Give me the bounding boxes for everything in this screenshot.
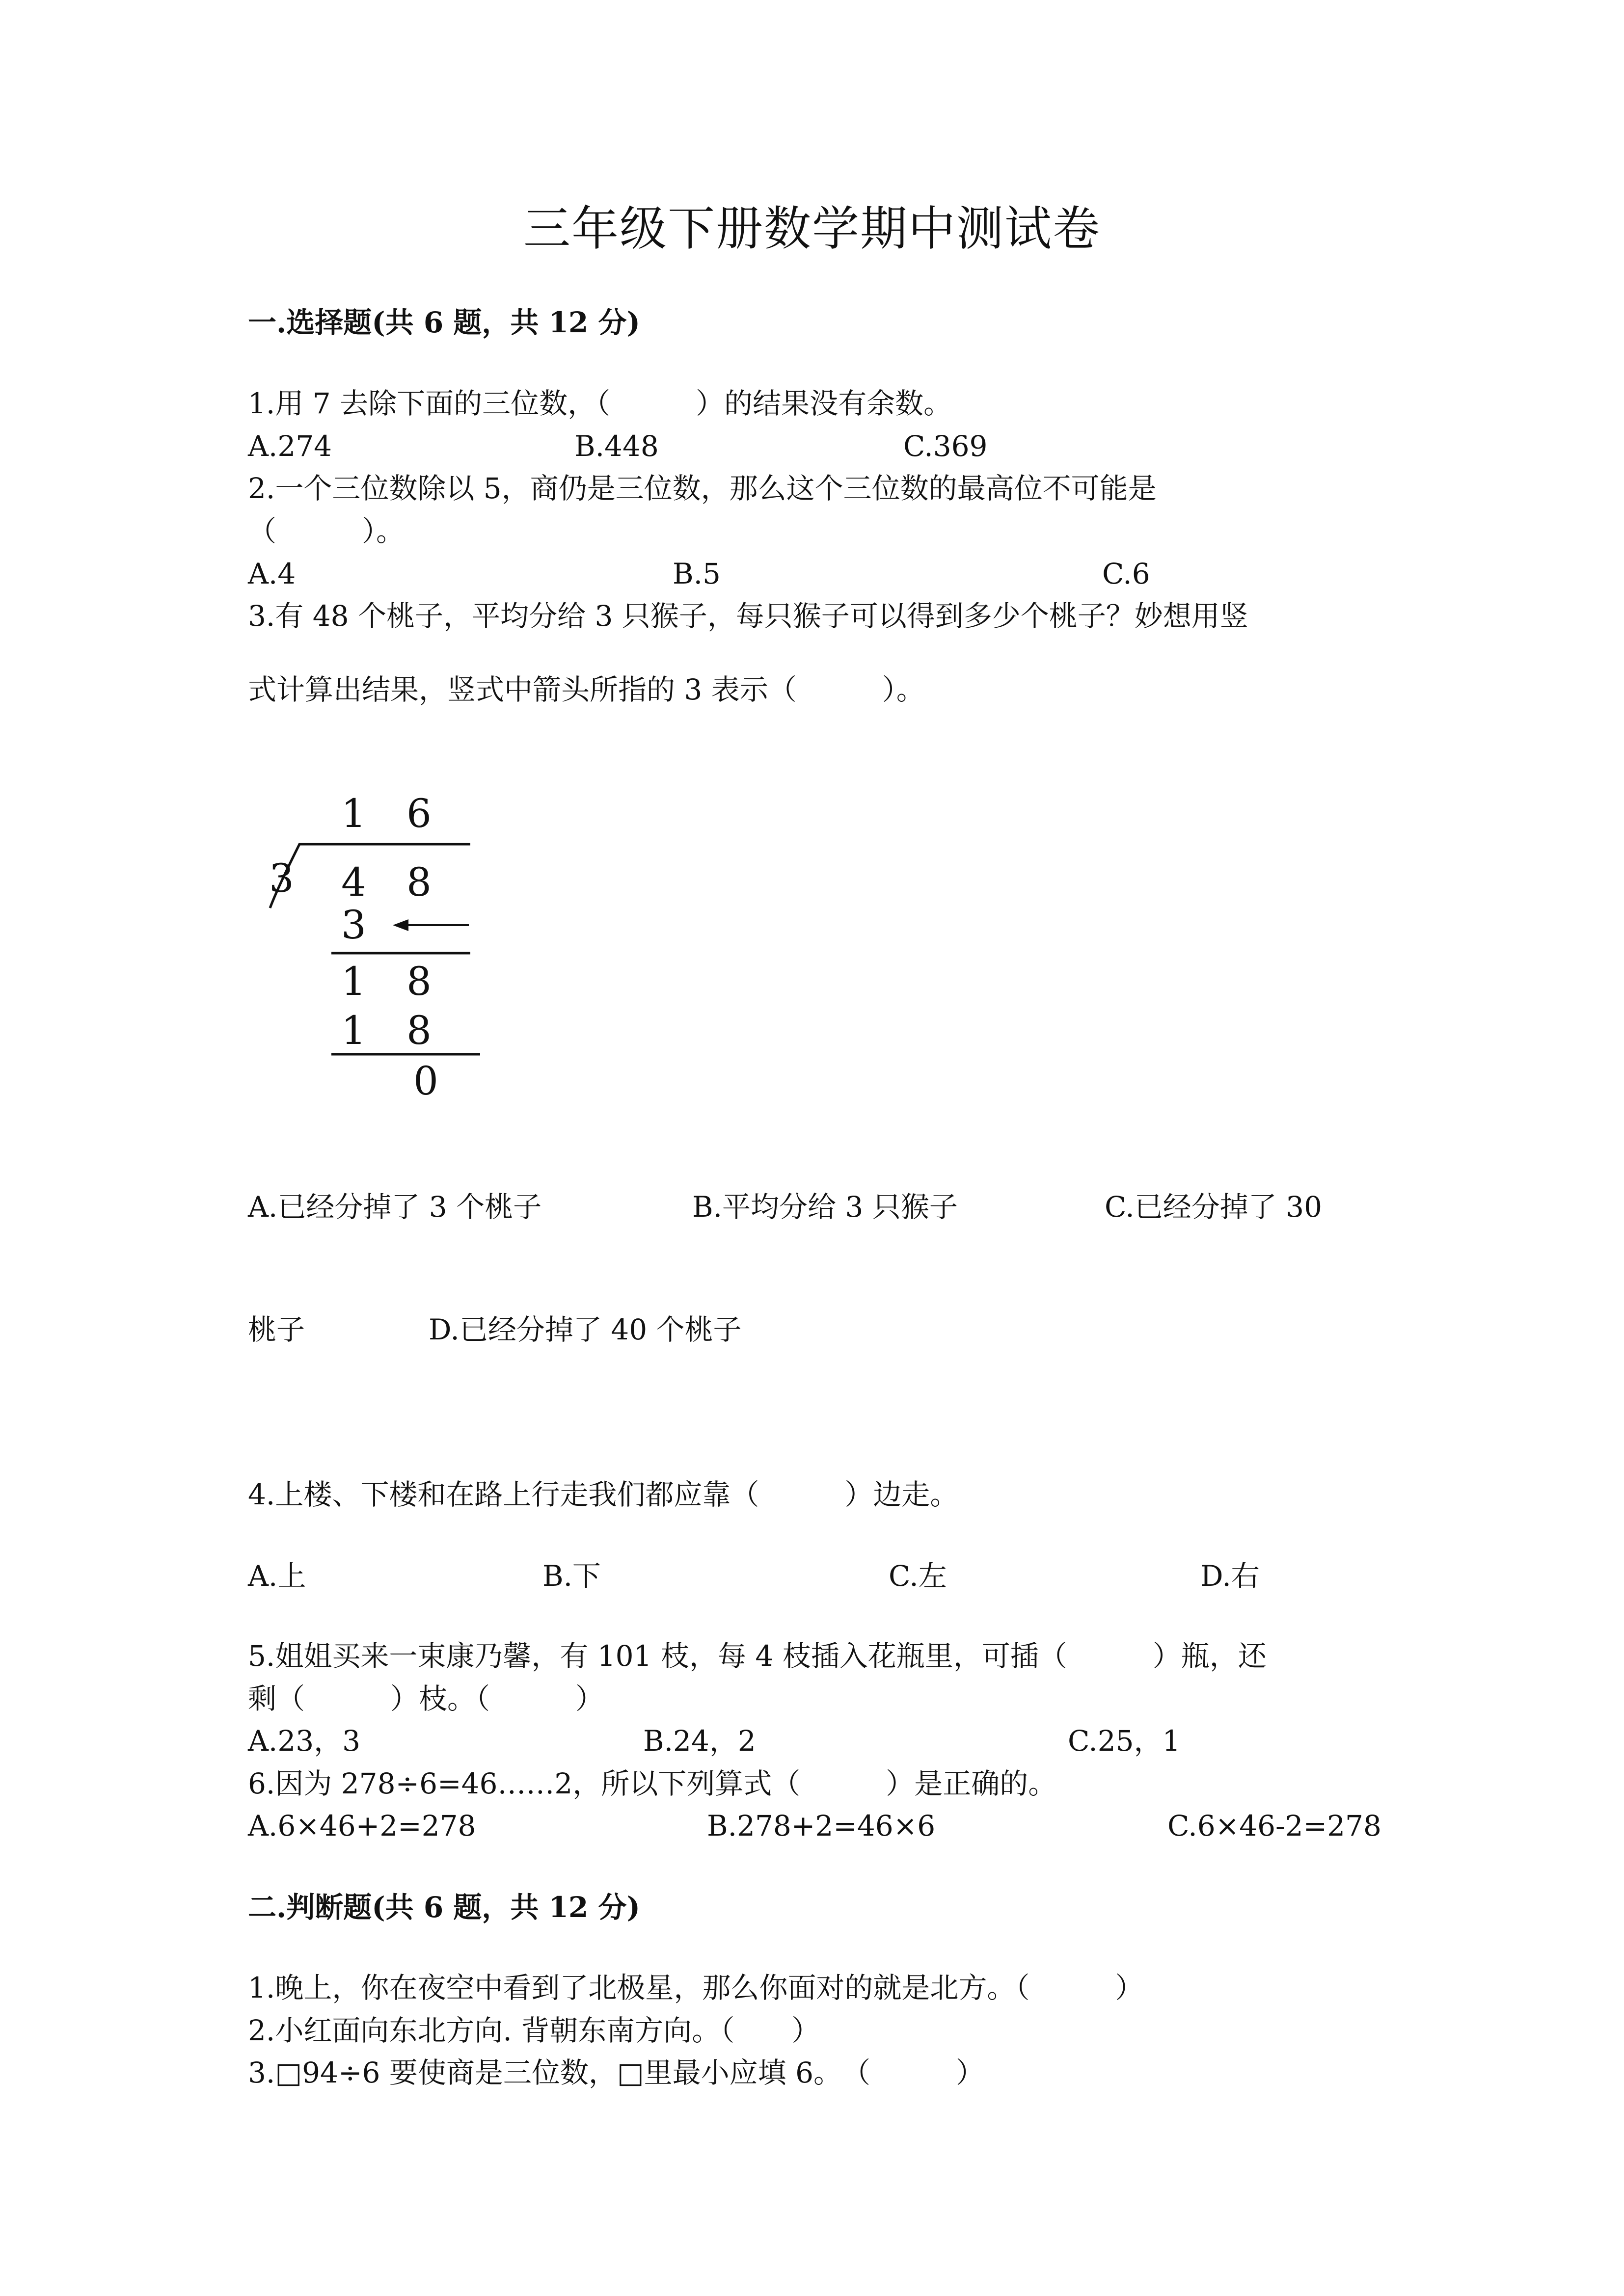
divisor-digit: 3 [269, 855, 294, 901]
question-4-option-c: C.左 [889, 1559, 947, 1593]
dividend-digit-ones: 8 [406, 859, 432, 905]
judgment-1-text: 1.晚上，你在夜空中看到了北极星，那么你面对的就是北方。（ ） [248, 1971, 1144, 2004]
question-6-option-b: B.278+2=46×6 [707, 1809, 936, 1842]
question-1-text: 1.用 7 去除下面的三位数，（ ）的结果没有余数。 [248, 387, 952, 420]
page-title: 三年级下册数学期中测试卷 [523, 201, 1101, 256]
final-remainder-digit: 0 [413, 1058, 438, 1104]
quotient-digit-tens: 1 [341, 791, 366, 836]
question-4-option-a: A.上 [248, 1559, 306, 1593]
question-3-option-b: B.平均分给 3 只猴子 [692, 1190, 958, 1224]
question-1-option-a: A.274 [248, 429, 332, 463]
question-3-option-c-cont: 桃子 [248, 1313, 305, 1346]
remainder-digit-ones: 8 [406, 959, 432, 1004]
product2-digit-tens: 1 [341, 1008, 366, 1053]
question-6-text: 6.因为 278÷6=46……2，所以下列算式（ ）是正确的。 [248, 1767, 1057, 1800]
question-3-text-cont: 式计算出结果，竖式中箭头所指的 3 表示（ ）。 [248, 673, 925, 706]
division-bracket [270, 844, 470, 908]
question-1-option-b: B.448 [574, 429, 659, 463]
question-6-option-a: A.6×46+2=278 [248, 1809, 476, 1842]
question-5-text: 5.姐姐买来一束康乃馨，有 101 枝，每 4 枝插入花瓶里，可插（ ）瓶，还 [248, 1639, 1267, 1673]
question-5-text-cont: 剩（ ）枝。（ ） [248, 1682, 604, 1715]
section-heading-judgment: 二.判断题(共 6 题，共 12 分) [248, 1891, 640, 1924]
judgment-3-text: 3.□94÷6 要使商是三位数，□里最小应填 6。 （ ） [248, 2056, 985, 2089]
question-4-option-d: D.右 [1200, 1559, 1260, 1593]
question-2-text-cont: （ ）。 [248, 514, 405, 548]
question-5-option-a: A.23，3 [248, 1724, 361, 1758]
product2-digit-ones: 8 [406, 1008, 432, 1053]
remainder-digit-tens: 1 [341, 959, 366, 1004]
question-2-option-a: A.4 [248, 557, 296, 590]
question-5-option-b: B.24，2 [643, 1724, 756, 1758]
question-3-option-c: C.已经分掉了 30 [1105, 1190, 1322, 1224]
dividend-digit-tens: 4 [341, 859, 366, 905]
question-2-text: 2.一个三位数除以 5，商仍是三位数，那么这个三位数的最高位不可能是 [248, 472, 1157, 505]
judgment-2-text: 2.小红面向东北方向. 背朝东南方向。（ ） [248, 2014, 820, 2047]
question-5-option-c: C.25，1 [1068, 1724, 1181, 1758]
question-2-option-c: C.6 [1102, 557, 1150, 590]
section-heading-choice: 一.选择题(共 6 题，共 12 分) [248, 306, 640, 339]
question-3-text: 3.有 48 个桃子，平均分给 3 只猴子，每只猴子可以得到多少个桃子？妙想用竖 [248, 599, 1248, 633]
arrow-head [393, 919, 408, 931]
question-1-option-c: C.369 [903, 429, 988, 463]
question-3-option-d: D.已经分掉了 40 个桃子 [429, 1313, 742, 1346]
question-6-option-c: C.6×46-2=278 [1167, 1809, 1381, 1842]
question-3-option-a: A.已经分掉了 3 个桃子 [248, 1190, 542, 1224]
question-4-text: 4.上楼、下楼和在路上行走我们都应靠（ ）边走。 [248, 1478, 959, 1511]
quotient-digit-ones: 6 [406, 791, 432, 836]
question-4-option-b: B.下 [542, 1559, 601, 1593]
question-2-option-b: B.5 [673, 557, 721, 590]
product-digit-3: 3 [341, 902, 366, 948]
